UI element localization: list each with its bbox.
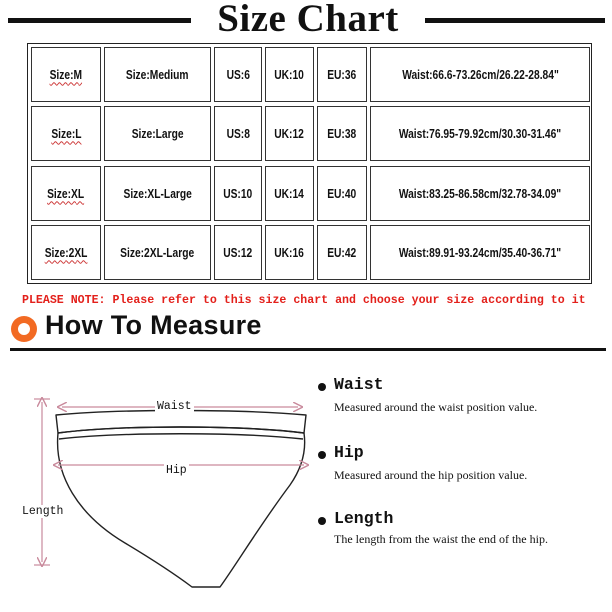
waist-label: Waist <box>157 400 192 413</box>
target-icon <box>11 316 37 342</box>
measure-heading: Waist <box>334 375 384 394</box>
briefs-outline <box>56 411 306 588</box>
bullet-icon <box>318 517 326 525</box>
waist-cell: Waist:76.95-79.92cm/30.30-31.46" <box>370 106 590 161</box>
title-rule-right <box>425 18 605 23</box>
size-table <box>27 43 592 284</box>
title-rule-left <box>8 18 191 23</box>
size-name-cell: Size:2XL-Large <box>104 225 211 280</box>
section-title: How To Measure <box>45 310 262 340</box>
eu-size-cell: EU:40 <box>317 166 367 221</box>
size-name-cell: Size:Medium <box>104 47 211 102</box>
bullet-icon <box>318 383 326 391</box>
eu-size-cell: EU:42 <box>317 225 367 280</box>
measurement-diagram <box>0 365 320 605</box>
size-cell: Size:2XL <box>31 225 101 280</box>
measure-description: Measured around the waist position value. <box>334 400 538 414</box>
size-cell: Size:M <box>31 47 101 102</box>
us-size-cell: US:8 <box>214 106 262 161</box>
waist-cell: Waist:83.25-86.58cm/32.78-34.09" <box>370 166 590 221</box>
size-cell: Size:XL <box>31 166 101 221</box>
uk-size-cell: UK:12 <box>265 106 314 161</box>
waist-cell: Waist:66.6-73.26cm/26.22-28.84" <box>370 47 590 102</box>
measure-heading: Length <box>334 509 394 528</box>
uk-size-cell: UK:10 <box>265 47 314 102</box>
title-bar <box>0 0 612 42</box>
section-divider <box>10 348 606 351</box>
size-note: PLEASE NOTE: Please refer to this size chart and choose your size according to it <box>22 294 586 307</box>
length-label: Length <box>22 505 64 518</box>
waist-cell: Waist:89.91-93.24cm/35.40-36.71" <box>370 225 590 280</box>
size-name-cell: Size:XL-Large <box>104 166 211 221</box>
page-title: Size Chart <box>217 0 399 40</box>
uk-size-cell: UK:16 <box>265 225 314 280</box>
us-size-cell: US:12 <box>214 225 262 280</box>
hip-label: Hip <box>166 464 187 477</box>
measure-heading: Hip <box>334 443 364 462</box>
uk-size-cell: UK:14 <box>265 166 314 221</box>
us-size-cell: US:6 <box>214 47 262 102</box>
measure-description: The length from the waist the end of the hip. <box>334 532 548 546</box>
size-name-cell: Size:Large <box>104 106 211 161</box>
eu-size-cell: EU:38 <box>317 106 367 161</box>
size-cell: Size:L <box>31 106 101 161</box>
measure-description: Measured around the hip position value. <box>334 468 528 482</box>
us-size-cell: US:10 <box>214 166 262 221</box>
bullet-icon <box>318 451 326 459</box>
eu-size-cell: EU:36 <box>317 47 367 102</box>
